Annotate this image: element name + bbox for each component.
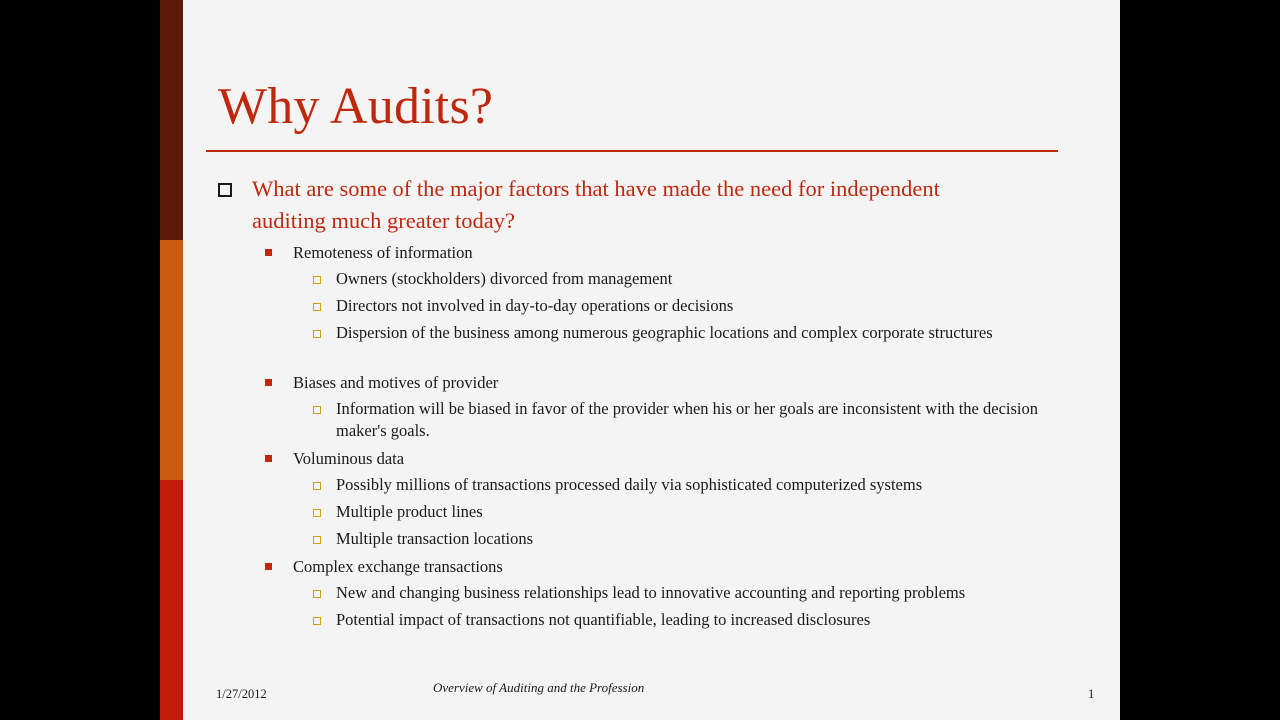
hollow-square-bullet-icon: [313, 509, 321, 517]
accent-bar-bottom: [160, 480, 183, 720]
hollow-square-bullet-icon: [313, 406, 321, 414]
accent-bar-top: [160, 0, 183, 240]
footer-presentation-title: Overview of Auditing and the Profession: [433, 680, 645, 695]
hollow-square-bullet-icon: [313, 482, 321, 490]
factor-detail: Multiple product lines: [336, 502, 483, 521]
accent-bar-middle: [160, 240, 183, 480]
factor-detail: Owners (stockholders) divorced from management: [336, 269, 673, 288]
factor-label: Remoteness of information: [293, 243, 473, 262]
factor-detail: New and changing business relationships lead to innovative accounting and reporting problems: [336, 583, 966, 602]
footer-date: 1/27/2012: [216, 687, 267, 701]
slide-number: 1: [1088, 687, 1095, 701]
hollow-square-bullet-icon: [313, 303, 321, 311]
square-bullet-icon: [265, 455, 272, 462]
slide-title: Why Audits?: [218, 78, 494, 135]
factor-detail: Multiple transaction locations: [336, 529, 534, 548]
factor-label: Voluminous data: [293, 449, 405, 468]
slide: [160, 0, 1120, 720]
hollow-square-bullet-icon: [313, 330, 321, 338]
hollow-square-bullet-icon: [313, 536, 321, 544]
factor-label: Biases and motives of provider: [293, 373, 499, 392]
factor-detail: Potential impact of transactions not quantifiable, leading to increased disclosures: [336, 610, 871, 629]
factor-detail: Dispersion of the business among numerous geographic locations and complex corporate structures: [336, 323, 993, 342]
factor-detail: Directors not involved in day-to-day operations or decisions: [336, 296, 734, 315]
factor-detail: Possibly millions of transactions processed daily via sophisticated computerized systems: [336, 475, 923, 494]
square-bullet-icon: [265, 249, 272, 256]
main-question: What are some of the major factors that have made the need for independent auditing much greater today?: [252, 176, 940, 233]
square-bullet-icon: [265, 379, 272, 386]
hollow-square-bullet-icon: [313, 276, 321, 284]
hollow-square-bullet-icon: [313, 590, 321, 598]
square-bullet-icon: [265, 563, 272, 570]
title-underline: [206, 150, 1058, 152]
factor-label: Complex exchange transactions: [293, 557, 503, 576]
factor-detail: Information will be biased in favor of the provider when his or her goals are inconsistent with the decision maker's goals.: [336, 399, 1038, 440]
hollow-square-bullet-icon: [313, 617, 321, 625]
hollow-square-bullet-icon: [218, 183, 232, 197]
